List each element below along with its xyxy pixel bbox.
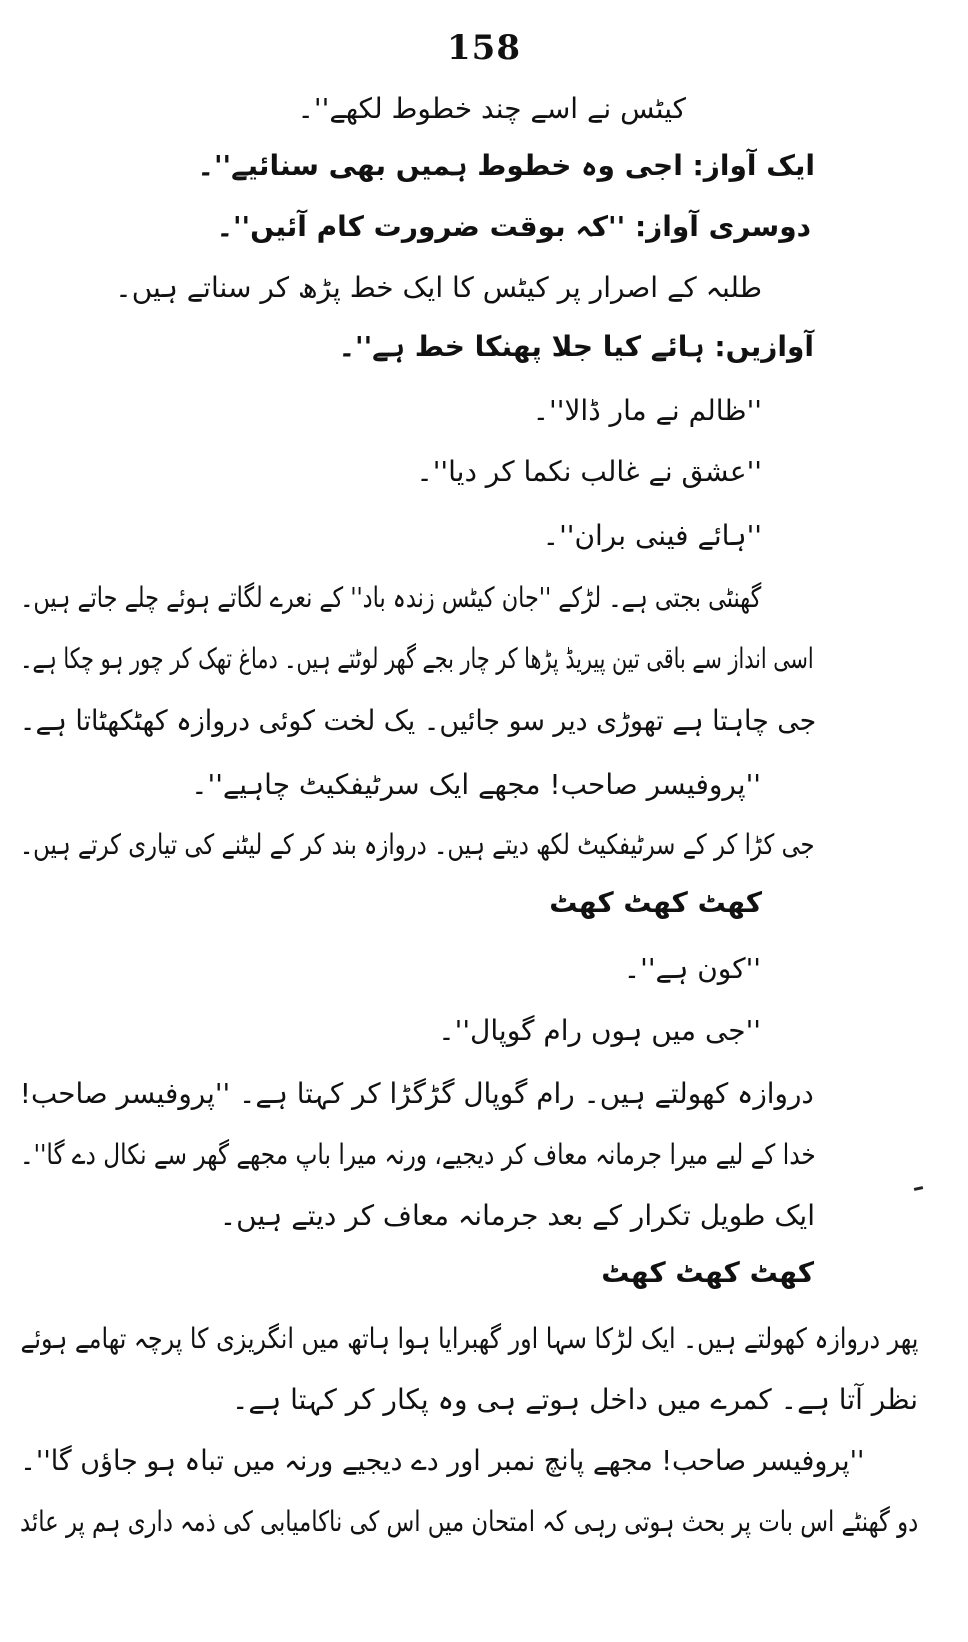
text-line: کھٹ کھٹ کھٹ	[549, 886, 762, 919]
text-line: طلبہ کے اصرار پر کیٹس کا ایک خط پڑھ کر سناتے ہیں۔	[115, 271, 762, 304]
text-line: اسی انداز سے باقی تین پیریڈ پڑھا کر چار بجے گھر لوٹتے ہیں۔ دماغ تھک کر چور ہو چکا ہے۔	[20, 642, 814, 675]
text-line: خدا کے لیے میرا جرمانہ معاف کر دیجیے، ورنہ میرا باپ مجھے گھر سے نکال دے گا''۔	[20, 1138, 816, 1171]
margin-pen-mark	[914, 1186, 923, 1191]
text-line: ''عشق نے غالب نکما کر دیا''۔	[416, 455, 762, 488]
text-line: جی کڑا کر کے سرٹیفکیٹ لکھ دیتے ہیں۔ دروازہ بند کر کے لیٹنے کی تیاری کرتے ہیں۔	[20, 828, 815, 861]
text-line: دوسری آواز: ''کہ بوقت ضرورت کام آئیں''۔	[216, 210, 811, 243]
text-line: ''جی میں ہوں رام گوپال''۔	[438, 1014, 761, 1047]
text-line: کھٹ کھٹ کھٹ	[601, 1256, 814, 1289]
text-line: گھنٹی بجتی ہے۔ لڑکے ''جان کیٹس زندہ باد'' کے نعرے لگاتے ہوئے چلے جاتے ہیں۔	[19, 581, 761, 614]
text-line: آوازیں: ہائے کیا جلا پھنکا خط ہے''۔	[338, 330, 814, 363]
text-line: ''کون ہے''۔	[623, 952, 761, 985]
page-number: 158	[447, 28, 521, 68]
text-line: نظر آتا ہے۔ کمرے میں داخل ہوتے ہی وہ پکار کر کہتا ہے۔	[232, 1383, 918, 1416]
text-line: ایک طویل تکرار کے بعد جرمانہ معاف کر دیتے ہیں۔	[219, 1199, 815, 1232]
text-line: ''پروفیسر صاحب! مجھے پانچ نمبر اور دے دیجیے ورنہ میں تباہ ہو جاؤں گا''۔	[19, 1444, 864, 1477]
text-line: کیٹس نے اسے چند خطوط لکھے''۔	[297, 92, 686, 125]
text-line: ''ظالم نے مار ڈالا''۔	[532, 394, 762, 427]
text-line: پھر دروازہ کھولتے ہیں۔ ایک لڑکا سہا اور گھبرایا ہوا ہاتھ میں انگریزی کا پرچہ تھامے ہوئے	[20, 1322, 918, 1355]
text-line: ''پروفیسر صاحب! مجھے ایک سرٹیفکیٹ چاہیے''۔	[191, 768, 761, 801]
text-line: جی چاہتا ہے تھوڑی دیر سو جائیں۔ یک لخت کوئی دروازہ کھٹکھٹاتا ہے۔	[19, 704, 816, 737]
text-line: دو گھنٹے اس بات پر بحث ہوتی رہی کہ امتحان میں اس کی ناکامیابی کی ذمہ داری ہم پر عائد	[19, 1505, 918, 1538]
text-line: ایک آواز: اجی وہ خطوط ہمیں بھی سنائیے''۔	[197, 149, 815, 182]
text-line: ''ہائے فینی بران''۔	[542, 519, 762, 552]
text-line: دروازہ کھولتے ہیں۔ رام گوپال گڑگڑا کر کہتا ہے۔ ''پروفیسر صاحب!	[19, 1077, 814, 1110]
